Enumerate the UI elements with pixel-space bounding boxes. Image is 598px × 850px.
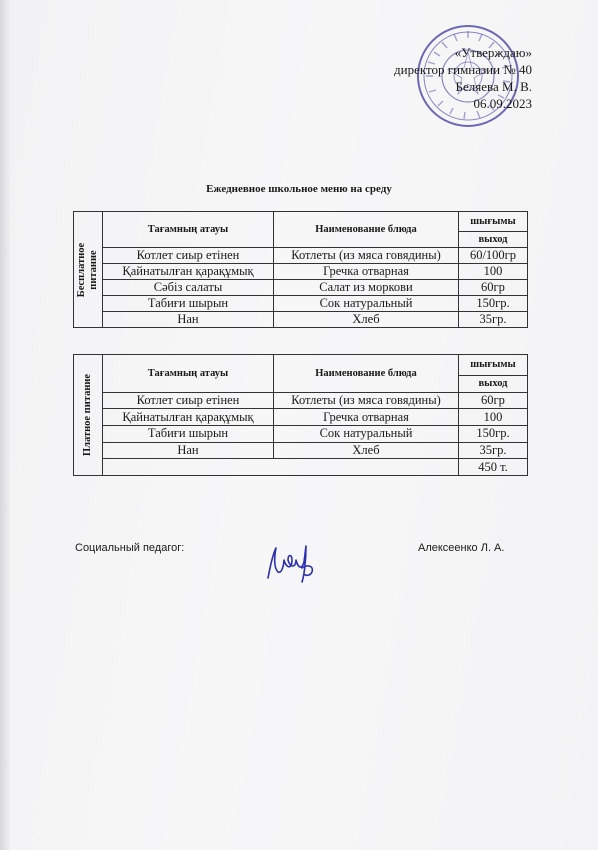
header-ru-dish: Наименование блюда (274, 212, 459, 248)
dish-output: 100 (459, 409, 528, 426)
signer-name: Алексеенко Л. А. (418, 542, 505, 554)
dish-ru: Сок натуральный (274, 425, 459, 442)
dish-kz: Котлет сиыр етінен (103, 392, 274, 409)
dish-kz: Қайнатылған қарақұмық (103, 264, 274, 280)
paid-meal-label-cell (74, 355, 103, 476)
signer-role: Социальный педагог: (75, 542, 185, 554)
table-header-row (74, 212, 528, 232)
approval-director-name: Беляева М. В. (455, 79, 532, 94)
handwritten-signature (262, 538, 322, 586)
table-row (74, 409, 528, 426)
dish-output: 35гр. (459, 312, 528, 328)
table-row (74, 312, 528, 328)
document-title: Ежедневное школьное меню на среду (206, 183, 392, 195)
header-kz-dish: Тағамның атауы (103, 355, 274, 393)
dish-kz: Табиғи шырын (103, 425, 274, 442)
header-ru-dish: Наименование блюда (274, 355, 459, 393)
dish-ru: Котлеты (из мяса говядины) (274, 248, 459, 264)
approval-block (394, 44, 532, 112)
dish-output: 150гр. (459, 425, 528, 442)
dish-kz: Нан (103, 442, 274, 459)
dish-ru: Гречка отварная (274, 264, 459, 280)
page-edge-shadow (0, 0, 10, 850)
table-row (74, 264, 528, 280)
dish-kz: Нан (103, 312, 274, 328)
total-price: 450 т. (459, 459, 528, 476)
dish-output: 60гр (459, 392, 528, 409)
dish-ru: Сок натуральный (274, 296, 459, 312)
dish-output: 35гр. (459, 442, 528, 459)
header-output-ru: выход (459, 375, 528, 392)
table-row (74, 442, 528, 459)
dish-output: 150гр. (459, 296, 528, 312)
approval-heading: «Утверждаю» (454, 45, 532, 60)
dish-kz: Қайнатылған қарақұмық (103, 409, 274, 426)
dish-output: 60гр (459, 280, 528, 296)
table-header-row (74, 355, 528, 376)
dish-ru: Гречка отварная (274, 409, 459, 426)
table-row (74, 425, 528, 442)
total-empty-cell (103, 459, 459, 476)
dish-kz: Котлет сиыр етінен (103, 248, 274, 264)
dish-ru: Хлеб (274, 312, 459, 328)
paid-meal-label: Платное питание (82, 373, 93, 457)
dish-kz: Сәбіз салаты (103, 280, 274, 296)
paid-meal-table (73, 354, 528, 476)
dish-ru: Хлеб (274, 442, 459, 459)
free-meal-label: Бесплатное питание (76, 242, 99, 297)
dish-ru: Котлеты (из мяса говядины) (274, 392, 459, 409)
dish-output: 60/100гр (459, 248, 528, 264)
free-meal-table (73, 211, 528, 328)
approval-date: 06.09.2023 (473, 96, 532, 111)
header-output-kz: шығымы (459, 355, 528, 376)
dish-kz: Табиғи шырын (103, 296, 274, 312)
free-meal-label-cell (74, 212, 103, 328)
approval-position: директор гимназии № 40 (394, 62, 532, 77)
table-row (74, 392, 528, 409)
header-kz-dish: Тағамның атауы (103, 212, 274, 248)
table-row (74, 296, 528, 312)
header-output-kz: шығымы (459, 212, 528, 232)
header-output-ru: выход (459, 232, 528, 248)
table-row (74, 248, 528, 264)
table-row (74, 280, 528, 296)
dish-output: 100 (459, 264, 528, 280)
dish-ru: Салат из моркови (274, 280, 459, 296)
table-total-row (74, 459, 528, 476)
